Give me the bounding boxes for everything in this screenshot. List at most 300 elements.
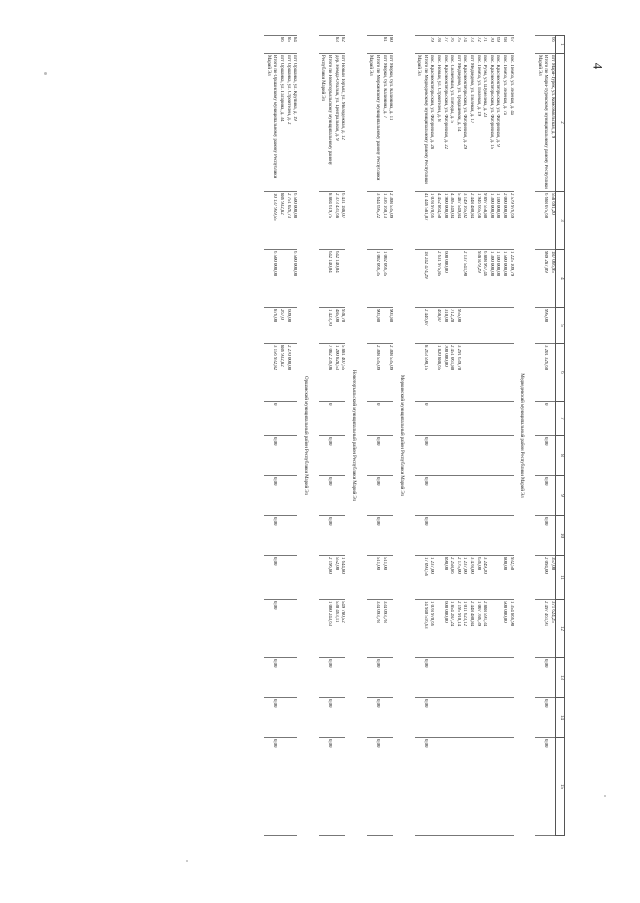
value-cell: [291, 308, 298, 344]
spacer-row: [362, 36, 367, 836]
value-cell: 0,00: [535, 738, 548, 836]
value-cell: [277, 402, 284, 436]
value-cell: [387, 600, 394, 658]
value-cell: 0,00: [367, 516, 380, 556]
column-header-10: 10: [556, 516, 565, 556]
value-cell: [435, 658, 442, 698]
value-cell: [339, 698, 346, 738]
value-cell: [487, 600, 494, 658]
row-number-cell: 71: [481, 36, 488, 54]
value-cell: [284, 476, 291, 516]
value-cell: 7 082 236,08: [319, 344, 332, 402]
value-cell: 0,00: [264, 476, 277, 516]
value-cell: 0,00: [319, 698, 332, 738]
value-cell: [435, 600, 442, 658]
value-cell: 712,20: [448, 308, 455, 344]
value-cell: 1 007 786,39: [474, 600, 481, 658]
table-row: [380, 36, 387, 836]
value-cell: 6 500 000,00: [291, 192, 298, 250]
value-cell: 530 463,11: [332, 600, 339, 658]
row-number-cell: 78: [435, 36, 442, 54]
value-cell: [387, 516, 394, 556]
value-cell: [548, 658, 555, 698]
value-cell: 1 002 066,35: [380, 250, 387, 308]
value-cell: 2 175,00: [454, 556, 461, 600]
value-cell: [387, 658, 394, 698]
value-cell: 700 000,00: [441, 344, 448, 402]
value-cell: [380, 516, 387, 556]
value-cell: 1 644,80: [339, 556, 346, 600]
value-cell: [481, 738, 488, 836]
value-cell: 310,00: [441, 308, 448, 344]
value-cell: [291, 344, 298, 402]
value-cell: 2 196,80: [319, 556, 332, 600]
value-cell: 267,0: [277, 308, 284, 344]
header-row: [556, 36, 565, 836]
value-cell: 14 940 516,63: [415, 600, 428, 658]
row-number-cell: 72: [474, 36, 481, 54]
table-row: [487, 36, 494, 836]
value-cell: [380, 698, 387, 738]
column-header-1: 1: [556, 36, 565, 54]
value-cell: 485,00: [332, 308, 339, 344]
table-row: [474, 36, 481, 836]
value-cell: 0: [319, 402, 332, 436]
table-row: [481, 36, 488, 836]
value-cell: 876,00: [264, 308, 277, 344]
row-number-cell: [319, 36, 332, 54]
value-cell: 4 452 864,50: [435, 192, 442, 250]
value-cell: [380, 476, 387, 516]
value-cell: 371 624,25: [548, 600, 555, 658]
value-cell: [332, 738, 339, 836]
address-cell: пгт Медведево, ул. Тродашевой, д. 14: [454, 54, 461, 192]
value-cell: 932,50: [507, 556, 514, 600]
row-number-cell: 66: [548, 36, 555, 54]
spacer-row: [530, 36, 535, 836]
value-cell: 1 237,00: [428, 556, 435, 600]
value-cell: [461, 436, 468, 476]
value-cell: 3 478,00: [467, 556, 474, 600]
value-cell: [277, 738, 284, 836]
value-cell: 1 225 109,79: [507, 250, 514, 308]
value-cell: 2 448 480,84: [467, 600, 474, 658]
value-cell: 2 579 976,69: [507, 192, 514, 250]
value-cell: [481, 436, 488, 476]
value-cell: [448, 436, 455, 476]
value-cell: [494, 738, 501, 836]
value-cell: [428, 250, 435, 308]
value-cell: [467, 308, 474, 344]
table-row: [494, 36, 501, 836]
value-cell: [441, 698, 448, 738]
address-cell: пос. Пемба, ул. Зеленая, д. 4а: [507, 54, 514, 192]
value-cell: 0,00: [535, 698, 548, 738]
value-cell: [461, 308, 468, 344]
column-header-4: 4: [556, 250, 565, 308]
value-cell: 2 497 461,91: [535, 600, 548, 658]
value-cell: [454, 738, 461, 836]
value-cell: 938,70: [339, 308, 346, 344]
value-cell: [467, 516, 474, 556]
address-cell: пгт Оршанка, ул. Крупина, д. 19: [291, 54, 298, 192]
value-cell: 17 093,56: [415, 556, 428, 600]
value-cell: [284, 402, 291, 436]
value-cell: [474, 658, 481, 698]
value-cell: 901,80: [387, 308, 394, 344]
value-cell: [277, 600, 284, 658]
value-cell: [500, 436, 507, 476]
value-cell: [339, 476, 346, 516]
value-cell: [467, 698, 474, 738]
value-cell: [461, 402, 468, 436]
value-cell: [284, 556, 291, 600]
value-cell: [454, 698, 461, 738]
value-cell: [507, 476, 514, 516]
value-cell: [428, 308, 435, 344]
value-cell: [291, 738, 298, 836]
value-cell: 3 249,20: [481, 556, 488, 600]
value-cell: 511,00: [367, 556, 380, 600]
value-cell: [380, 308, 387, 344]
address-cell: пос. Пемба, ул. Зеленая, д. 7а: [500, 54, 507, 192]
value-cell: [448, 698, 455, 738]
address-cell: Итого по Оршанскому муниципальному району Республики Марий Эл: [264, 54, 277, 192]
value-cell: [487, 402, 494, 436]
value-cell: 2 094,00: [535, 556, 548, 600]
spacer-cell: [362, 36, 367, 836]
value-cell: 1 500 000,00: [500, 250, 507, 308]
section-title: Моркинский муниципальный район Республики Марий Эл: [398, 375, 404, 496]
value-cell: [441, 658, 448, 698]
row-number-cell: 84: [291, 36, 298, 54]
row-number-cell: 70: [487, 36, 494, 54]
address-cell: пгт Медведево, ул. Полевая, д. 17: [467, 54, 474, 192]
row-number-cell: 81: [380, 36, 387, 54]
section-title: Медведевский муниципальный район Республики Марий Эл: [519, 373, 525, 498]
value-cell: [277, 436, 284, 476]
value-cell: [332, 436, 339, 476]
value-cell: [284, 738, 291, 836]
value-cell: [487, 344, 494, 402]
value-cell: [487, 516, 494, 556]
value-cell: [291, 476, 298, 516]
value-cell: [487, 658, 494, 698]
row-number-cell: [264, 36, 277, 54]
address-cell: пгт Морки, бул. Калинина, д. 7: [380, 54, 387, 192]
row-number-cell: [367, 36, 380, 54]
table-row: [461, 36, 468, 836]
value-cell: [339, 402, 346, 436]
value-cell: [454, 436, 461, 476]
value-cell: 1 200 828,53: [332, 344, 339, 402]
address-cell: пгт Новый Торъял, ул. Молодежная, д. 12: [339, 54, 346, 192]
value-cell: [507, 308, 514, 344]
total-row: [415, 36, 428, 836]
value-cell: 8 804 619,75: [319, 192, 332, 250]
value-cell: [500, 308, 507, 344]
value-cell: [507, 344, 514, 402]
value-cell: 0,00: [367, 658, 380, 698]
value-cell: [507, 698, 514, 738]
value-cell: 886 932,82: [277, 344, 284, 402]
value-cell: 187 066,95: [548, 250, 555, 308]
value-cell: 500 000,00: [500, 600, 507, 658]
section-header-row: [297, 36, 314, 836]
value-cell: [494, 344, 501, 402]
value-cell: 6 500 000,00: [264, 250, 277, 308]
column-header-11: 11: [556, 556, 565, 600]
value-cell: [548, 476, 555, 516]
value-cell: 989 287,09: [535, 250, 548, 308]
value-cell: 5 881 407,55: [339, 344, 346, 402]
value-cell: 8 263 590,15: [415, 344, 428, 402]
value-cell: 41 446 581,07: [415, 192, 428, 250]
value-cell: 6 500 000,00: [291, 250, 298, 308]
value-cell: [435, 556, 442, 600]
value-cell: [461, 476, 468, 516]
value-cell: 0,00: [264, 658, 277, 698]
value-cell: [428, 658, 435, 698]
value-cell: 511,00: [380, 556, 387, 600]
value-cell: 0,00: [264, 600, 277, 658]
value-cell: [461, 738, 468, 836]
value-cell: [277, 476, 284, 516]
scan-speck: [44, 72, 47, 75]
value-cell: 0,00: [415, 658, 428, 698]
value-cell: 600 000,00: [441, 250, 448, 308]
value-cell: [277, 556, 284, 600]
value-cell: 2 258,86: [448, 556, 455, 600]
value-cell: 886 932,82: [277, 192, 284, 250]
value-cell: [481, 402, 488, 436]
column-header-7: 7: [556, 402, 565, 436]
value-cell: [435, 516, 442, 556]
value-cell: [474, 308, 481, 344]
value-cell: [461, 658, 468, 698]
value-cell: [500, 698, 507, 738]
section-title: Новоторъяльский муниципальный район Республики Марий Эл: [350, 369, 356, 502]
value-cell: [467, 402, 474, 436]
value-cell: [435, 698, 442, 738]
value-cell: 938 879,29: [474, 250, 481, 308]
value-cell: [500, 516, 507, 556]
value-cell: [494, 436, 501, 476]
value-cell: [428, 344, 435, 402]
column-header-2: 2: [556, 54, 565, 192]
value-cell: [387, 476, 394, 516]
row-number-cell: 82: [339, 36, 346, 54]
section-header-row: [345, 36, 362, 836]
row-number-cell: 69: [494, 36, 501, 54]
value-cell: 0,00: [319, 476, 332, 516]
value-cell: [548, 436, 555, 476]
value-cell: 0,00: [415, 516, 428, 556]
value-cell: [428, 698, 435, 738]
total-row: [535, 36, 548, 836]
value-cell: [435, 402, 442, 436]
value-cell: [380, 344, 387, 402]
value-cell: [481, 698, 488, 738]
value-cell: [435, 436, 442, 476]
value-cell: 1 336 160,13: [380, 192, 387, 250]
value-cell: [548, 344, 555, 402]
value-cell: [291, 698, 298, 738]
value-cell: 0,00: [535, 476, 548, 516]
table-row: [277, 36, 284, 836]
column-header-6: 6: [556, 344, 565, 402]
value-cell: [454, 476, 461, 516]
value-cell: 3 201 326,60: [535, 344, 548, 402]
rotated-table-page: [117, 35, 565, 835]
table-row: [467, 36, 474, 836]
value-cell: [461, 516, 468, 556]
table-row: [339, 36, 346, 836]
spacer-cell: [530, 36, 535, 836]
value-cell: 2 308 535,09: [387, 344, 394, 402]
address-cell: дер. Немда-Обалык, ул. Центральная, д. 9: [332, 54, 339, 192]
column-header-12: 12: [556, 600, 565, 658]
total-row: [264, 36, 277, 836]
value-cell: [380, 436, 387, 476]
total-row: [367, 36, 380, 836]
value-cell: [487, 556, 494, 600]
value-cell: 1 078 970,66: [428, 192, 435, 250]
value-cell: [291, 516, 298, 556]
total-row: [319, 36, 332, 836]
value-cell: [481, 308, 488, 344]
table-row: [332, 36, 339, 836]
value-cell: 0,00: [367, 698, 380, 738]
scan-speck: [186, 860, 188, 862]
value-cell: [332, 516, 339, 556]
row-number-cell: 73: [467, 36, 474, 54]
value-cell: [291, 556, 298, 600]
value-cell: 0: [367, 402, 380, 436]
value-cell: [332, 658, 339, 698]
value-cell: [339, 738, 346, 836]
value-cell: [494, 476, 501, 516]
value-cell: [339, 250, 346, 308]
value-cell: [474, 738, 481, 836]
value-cell: [291, 436, 298, 476]
column-header-3: 3: [556, 192, 565, 250]
value-cell: [428, 476, 435, 516]
column-header-15: 15: [556, 738, 565, 836]
value-cell: [387, 250, 394, 308]
table-row: [441, 36, 448, 836]
spacer-row: [410, 36, 415, 836]
column-header-8: 8: [556, 436, 565, 476]
value-cell: 0,00: [415, 476, 428, 516]
value-cell: [500, 738, 507, 836]
value-cell: [494, 516, 501, 556]
value-cell: 1 100 000,00: [494, 192, 501, 250]
scan-speck: [604, 795, 606, 797]
address-cell: пгт Морки, бул. Калинина, д. 11: [387, 54, 394, 192]
value-cell: [548, 698, 555, 738]
value-cell: 1 002 066,35: [367, 250, 380, 308]
value-cell: 1 080 243,63: [319, 600, 332, 658]
value-cell: 0,00: [319, 516, 332, 556]
value-cell: [339, 516, 346, 556]
value-cell: [494, 600, 501, 658]
value-cell: [467, 436, 474, 476]
value-cell: 0,00: [415, 738, 428, 836]
value-cell: 0,00: [264, 556, 277, 600]
value-cell: [277, 516, 284, 556]
column-header-5: 5: [556, 308, 565, 344]
value-cell: [494, 308, 501, 344]
value-cell: 642 140,04: [332, 250, 339, 308]
value-cell: 0,00: [367, 476, 380, 516]
value-cell: [454, 516, 461, 556]
value-cell: 9 897 558,80: [481, 192, 488, 250]
address-cell: пос. Краснооктябрьский, ул. Фабричная, д. 9: [494, 54, 501, 192]
row-number-cell: 77: [441, 36, 448, 54]
column-header-14: 14: [556, 698, 565, 738]
address-cell: Итого по Моркинскому муниципальному району Республики Марий Эл: [367, 54, 380, 192]
value-cell: [448, 738, 455, 836]
value-cell: [507, 402, 514, 436]
value-cell: [507, 658, 514, 698]
value-cell: [487, 308, 494, 344]
value-cell: [454, 250, 461, 308]
value-cell: [454, 402, 461, 436]
value-cell: [474, 344, 481, 402]
value-cell: [481, 344, 488, 402]
value-cell: 6 808 967,46: [481, 250, 488, 308]
value-cell: 0,00: [319, 658, 332, 698]
value-cell: 2 751 026,73: [284, 192, 291, 250]
value-cell: 2 308 535,09: [367, 344, 380, 402]
value-cell: 0,00: [367, 738, 380, 836]
value-cell: 1 237,00: [461, 556, 468, 600]
section-header-row: [514, 36, 531, 836]
value-cell: [448, 516, 455, 556]
value-cell: 0: [415, 402, 428, 436]
value-cell: [474, 476, 481, 516]
value-cell: 552,00: [332, 556, 339, 600]
value-cell: 2 451 061,80: [448, 344, 455, 402]
value-cell: [339, 658, 346, 698]
row-number-cell: 83: [332, 36, 339, 54]
address-cell: пос. Руэм, ул. Шумелева, д. 23: [481, 54, 488, 192]
value-cell: 0,00: [535, 516, 548, 556]
address-cell: пгт Оршанка, ул. Строителей, д. 2: [284, 54, 291, 192]
value-cell: [467, 344, 474, 402]
spacer-cell: [410, 36, 415, 836]
value-cell: [284, 250, 291, 308]
value-cell: 642 140,04: [319, 250, 332, 308]
value-cell: 2 631 975,85: [435, 250, 442, 308]
value-cell: 1 100 000,00: [494, 250, 501, 308]
value-cell: 1 300 000,00: [487, 192, 494, 250]
column-header-9: 9: [556, 476, 565, 516]
value-cell: 2 137 541,90: [461, 250, 468, 308]
value-cell: [435, 738, 442, 836]
table-row: [548, 36, 555, 836]
address-cell: пос. Новый, ул. Строителей, д. 8: [435, 54, 442, 192]
value-cell: [507, 516, 514, 556]
value-cell: [507, 738, 514, 836]
value-cell: 6 688 075,60: [535, 192, 548, 250]
value-cell: [548, 308, 555, 344]
address-cell: пос. Солнечный, ул. Победы, д. 5: [448, 54, 455, 192]
value-cell: [441, 436, 448, 476]
value-cell: [448, 250, 455, 308]
value-cell: [441, 516, 448, 556]
